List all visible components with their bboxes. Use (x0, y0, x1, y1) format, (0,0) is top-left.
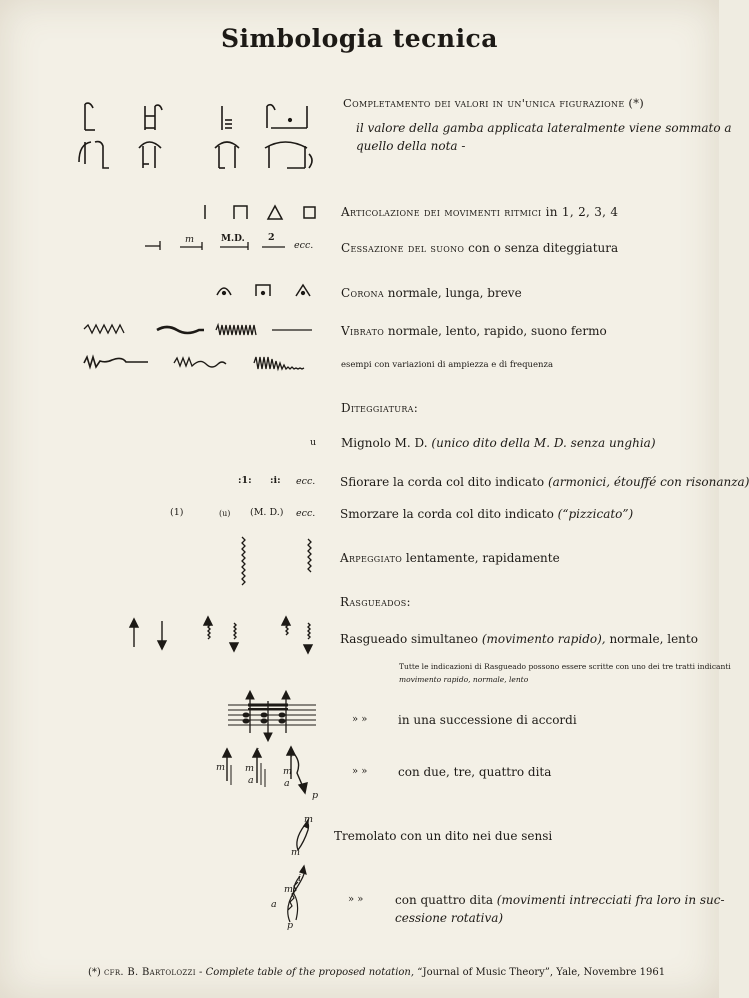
corona-heading (341, 286, 522, 300)
tremolo4-label-i: i (298, 873, 302, 884)
dita-label-i2: i (256, 747, 260, 758)
mignolo-text: Mignolo M. D. (341, 436, 428, 450)
sfiorare-text: Sfiorare la corda col dito indicato (340, 475, 545, 489)
arpeggiato-text: lentamente, rapidamente (405, 551, 560, 565)
smorzare-note: (“pizzicato”) (557, 507, 634, 521)
cessazione-text: con o senza diteggiatura (468, 241, 619, 255)
completamento-line2: quello della nota - (356, 139, 466, 153)
footer-journal: “Journal of Music Theory”, Yale, Novembre 1961 (417, 967, 666, 978)
cessazione-heading (341, 241, 618, 255)
dita-label-m3: m (283, 766, 293, 777)
cessation-symbols (140, 238, 300, 254)
articolazione-text: in 1, 2, 3, 4 (545, 205, 619, 219)
smorzare-ecc: ecc. (296, 508, 316, 519)
tremolato-text: Tremolato con un dito nei due sensi (334, 829, 553, 843)
vibrato-symbols (82, 320, 322, 380)
rasgueado-footnote-2: movimento rapido, normale, lento (399, 675, 529, 684)
smorzare-symbol-md: (M. D.) (250, 507, 284, 518)
completamento-line1: il valore della gamba applicata lateralmente viene sommato a (356, 121, 732, 135)
footer-work: Complete table of the proposed notation, (205, 967, 415, 978)
tremolo-label-m-bottom: m (291, 847, 301, 858)
tremolo4-label-a: a (271, 899, 277, 910)
successione-ditto: » » (352, 714, 368, 725)
sfiorare-row (340, 475, 749, 489)
arpeggiato-heading (340, 551, 560, 565)
rasgueado-simultaneo-note: (movimento rapido), (481, 632, 606, 646)
mignolo-row (341, 436, 656, 450)
footer-dash: - (198, 967, 203, 978)
tremolo4-label-m: m (284, 884, 294, 895)
arpeggiato-label: Arpeggiato (340, 551, 403, 565)
corona-label: Corona (341, 286, 384, 300)
dita-label-a3: a (284, 778, 290, 789)
footer-mark: (*) (88, 967, 101, 978)
note-values-figures (75, 98, 325, 176)
cessation-2: 2 (268, 232, 275, 243)
sfiorare-note: (armonici, étouffé con risonanza) (547, 475, 749, 489)
smorzare-row (340, 507, 633, 521)
articulation-symbols (198, 203, 318, 221)
dita-label-m2: m (245, 763, 255, 774)
successione-text: in una successione di accordi (398, 713, 577, 727)
rasgueado-arrows (124, 617, 324, 659)
tremolo-four-fingers-figure (270, 870, 320, 932)
corona-text: normale, lunga, breve (387, 286, 522, 300)
fermata-symbols (214, 282, 314, 300)
quattro-ditto: » » (348, 894, 364, 905)
smorzare-text: Smorzare la corda col dito indicato (340, 507, 554, 521)
mignolo-symbol: u (310, 437, 317, 448)
finger-rasgueado-figures (213, 745, 323, 803)
diteggiatura-heading: Diteggiatura: (341, 401, 419, 415)
articolazione-label: Articolazione dei movimenti ritmici (341, 205, 542, 219)
tremolo4-label-p: p (287, 920, 294, 931)
dita-ditto: » » (352, 766, 368, 777)
dita-label-i3: i (290, 749, 294, 760)
rasgueado-simultaneo-tail: normale, lento (609, 632, 698, 646)
dita-label-m1: m (216, 762, 226, 773)
sfiorare-symbol-1: :1: (238, 475, 252, 486)
cessazione-label: Cessazione del suono (341, 241, 465, 255)
smorzare-symbol-u: (u) (219, 509, 231, 518)
vibrato-text: normale, lento, rapido, suono fermo (387, 324, 607, 338)
rasgueado-footnote-1: Tutte le indicazioni di Rasgueado possono essere scritte con uno dei tre tratti indicanti (399, 662, 731, 671)
vibrato-examples: esempi con variazioni di ampiezza e di frequenza (341, 360, 554, 370)
dita-label-a2: a (248, 775, 254, 786)
footer (88, 967, 665, 978)
sfiorare-symbol-i: :i: (270, 475, 281, 486)
dita-text: con due, tre, quattro dita (398, 765, 552, 779)
rasgueado-simultaneo-row (340, 632, 698, 646)
completamento-heading: Completamento dei valori in un'unica figurazione (*) (343, 96, 645, 110)
cessation-m: m (185, 234, 195, 245)
sfiorare-ecc: ecc. (296, 476, 316, 487)
quattro-prefix: con quattro dita (395, 893, 493, 907)
footer-ref: cfr. B. Bartolozzi (104, 967, 196, 978)
dita-label-p3: p (312, 790, 319, 801)
quattro-note: (movimenti intrecciati fra loro in suc- (496, 893, 725, 907)
mignolo-note: (unico dito della M. D. senza unghia) (431, 436, 656, 450)
page-title: Simbologia tecnica (221, 24, 498, 53)
chord-staff-figure (228, 691, 318, 741)
quattro-row1 (395, 893, 725, 907)
cessation-ecc: ecc. (294, 240, 314, 251)
vibrato-heading (341, 324, 607, 338)
dita-label-i1: i (225, 747, 229, 758)
rasgueado-simultaneo: Rasgueado simultaneo (340, 632, 478, 646)
quattro-line2: cessione rotativa) (395, 911, 504, 925)
vibrato-label: Vibrato (341, 324, 385, 338)
tremolo-label-m-top: m (304, 814, 314, 825)
rasgueados-heading: Rasgueados: (340, 595, 411, 609)
smorzare-symbol-1: (1) (170, 507, 184, 518)
arpeggio-symbols (236, 535, 316, 587)
cessation-md: M.D. (221, 234, 245, 244)
articolazione-heading (341, 205, 618, 219)
